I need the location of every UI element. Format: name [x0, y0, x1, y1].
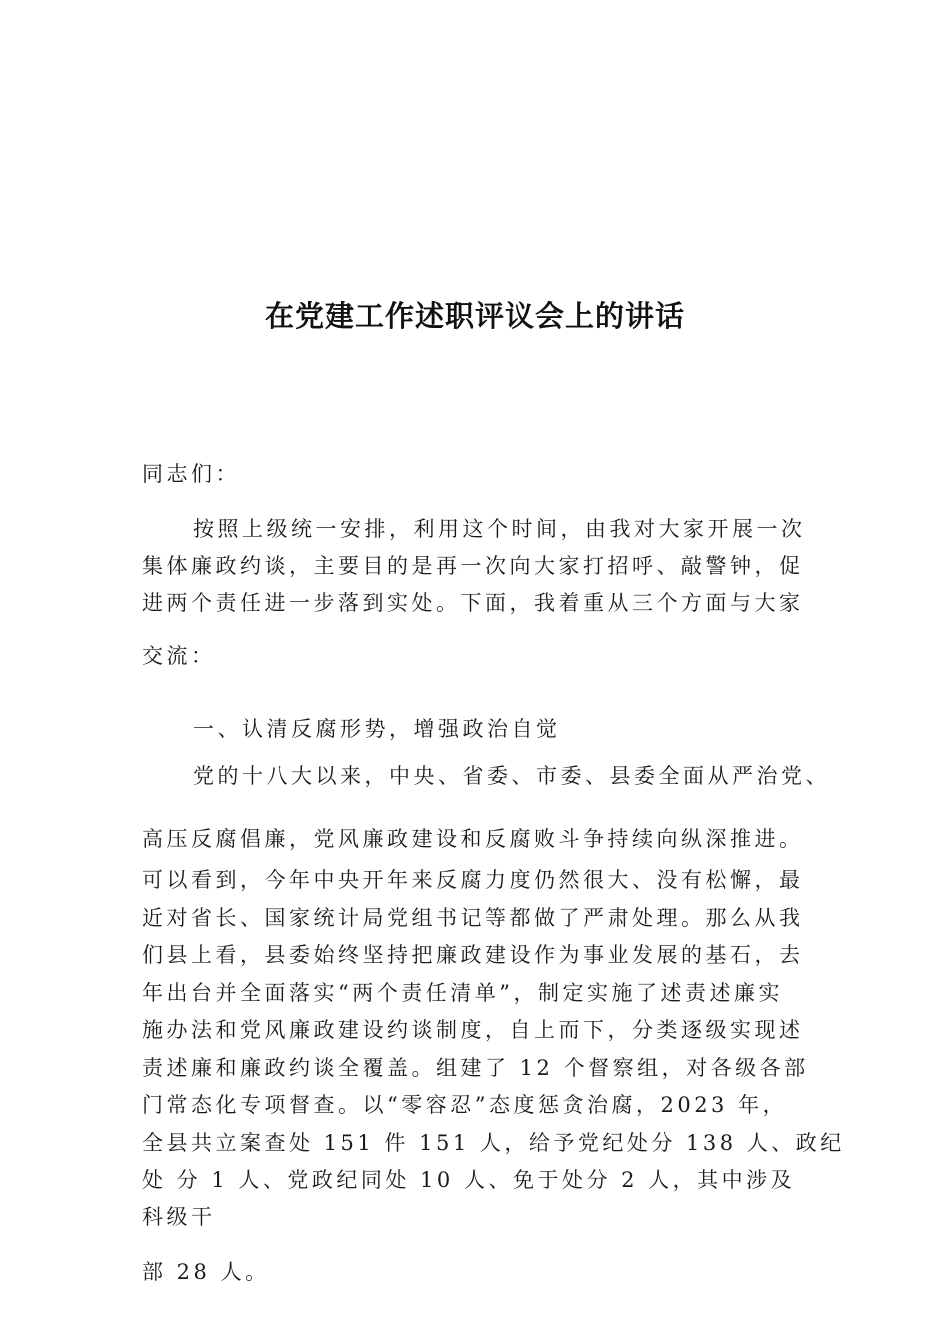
paragraph-line: 集体廉政约谈，主要目的是再一次向大家打招呼、敲警钟，促 [142, 554, 804, 578]
paragraph-line: 责述廉和廉政约谈全覆盖。组建了 12 个督察组，对各级各部 [142, 1056, 809, 1080]
paragraph-line: 按照上级统一安排，利用这个时间，由我对大家开展一次 [193, 517, 806, 541]
paragraph-line: 门常态化专项督查。以“零容忍”态度惩贪治腐，2023 年， [142, 1093, 788, 1117]
paragraph-line: 高压反腐倡廉，党风廉政建设和反腐败斗争持续向纵深推进。 [142, 827, 804, 851]
paragraph-line: 部 28 人。 [142, 1260, 270, 1284]
paragraph-line: 年出台并全面落实“两个责任清单”，制定实施了述责述廉实 [142, 981, 783, 1005]
document-title: 在党建工作述职评议会上的讲话 [264, 299, 685, 333]
paragraph-line: 近对省长、国家统计局党组书记等都做了严肃处理。那么从我 [142, 906, 804, 930]
greeting: 同志们： [142, 462, 240, 486]
paragraph-line: 处 分 1 人、党政纪同处 10 人、免于处分 2 人，其中涉及 [142, 1168, 796, 1192]
paragraph-line: 科级干 [142, 1205, 216, 1229]
paragraph-line: 可以看到，今年中央开年来反腐力度仍然很大、没有松懈，最 [142, 868, 804, 892]
paragraph-line: 施办法和党风廉政建设约谈制度，自上而下，分类逐级实现述 [142, 1018, 804, 1042]
paragraph-line: 交流： [142, 644, 216, 668]
paragraph-line: 进两个责任进一步落到实处。下面，我着重从三个方面与大家 [142, 591, 804, 615]
paragraph-line: 党的十八大以来，中央、省委、市委、县委全面从严治党、 [193, 764, 830, 788]
paragraph-line: 们县上看，县委始终坚持把廉政建设作为事业发展的基石，去 [142, 943, 804, 967]
paragraph-line: 全县共立案查处 151 件 151 人，给予党纪处分 138 人、政纪 [142, 1131, 845, 1155]
section-heading: 一、认清反腐形势，增强政治自觉 [193, 717, 561, 741]
